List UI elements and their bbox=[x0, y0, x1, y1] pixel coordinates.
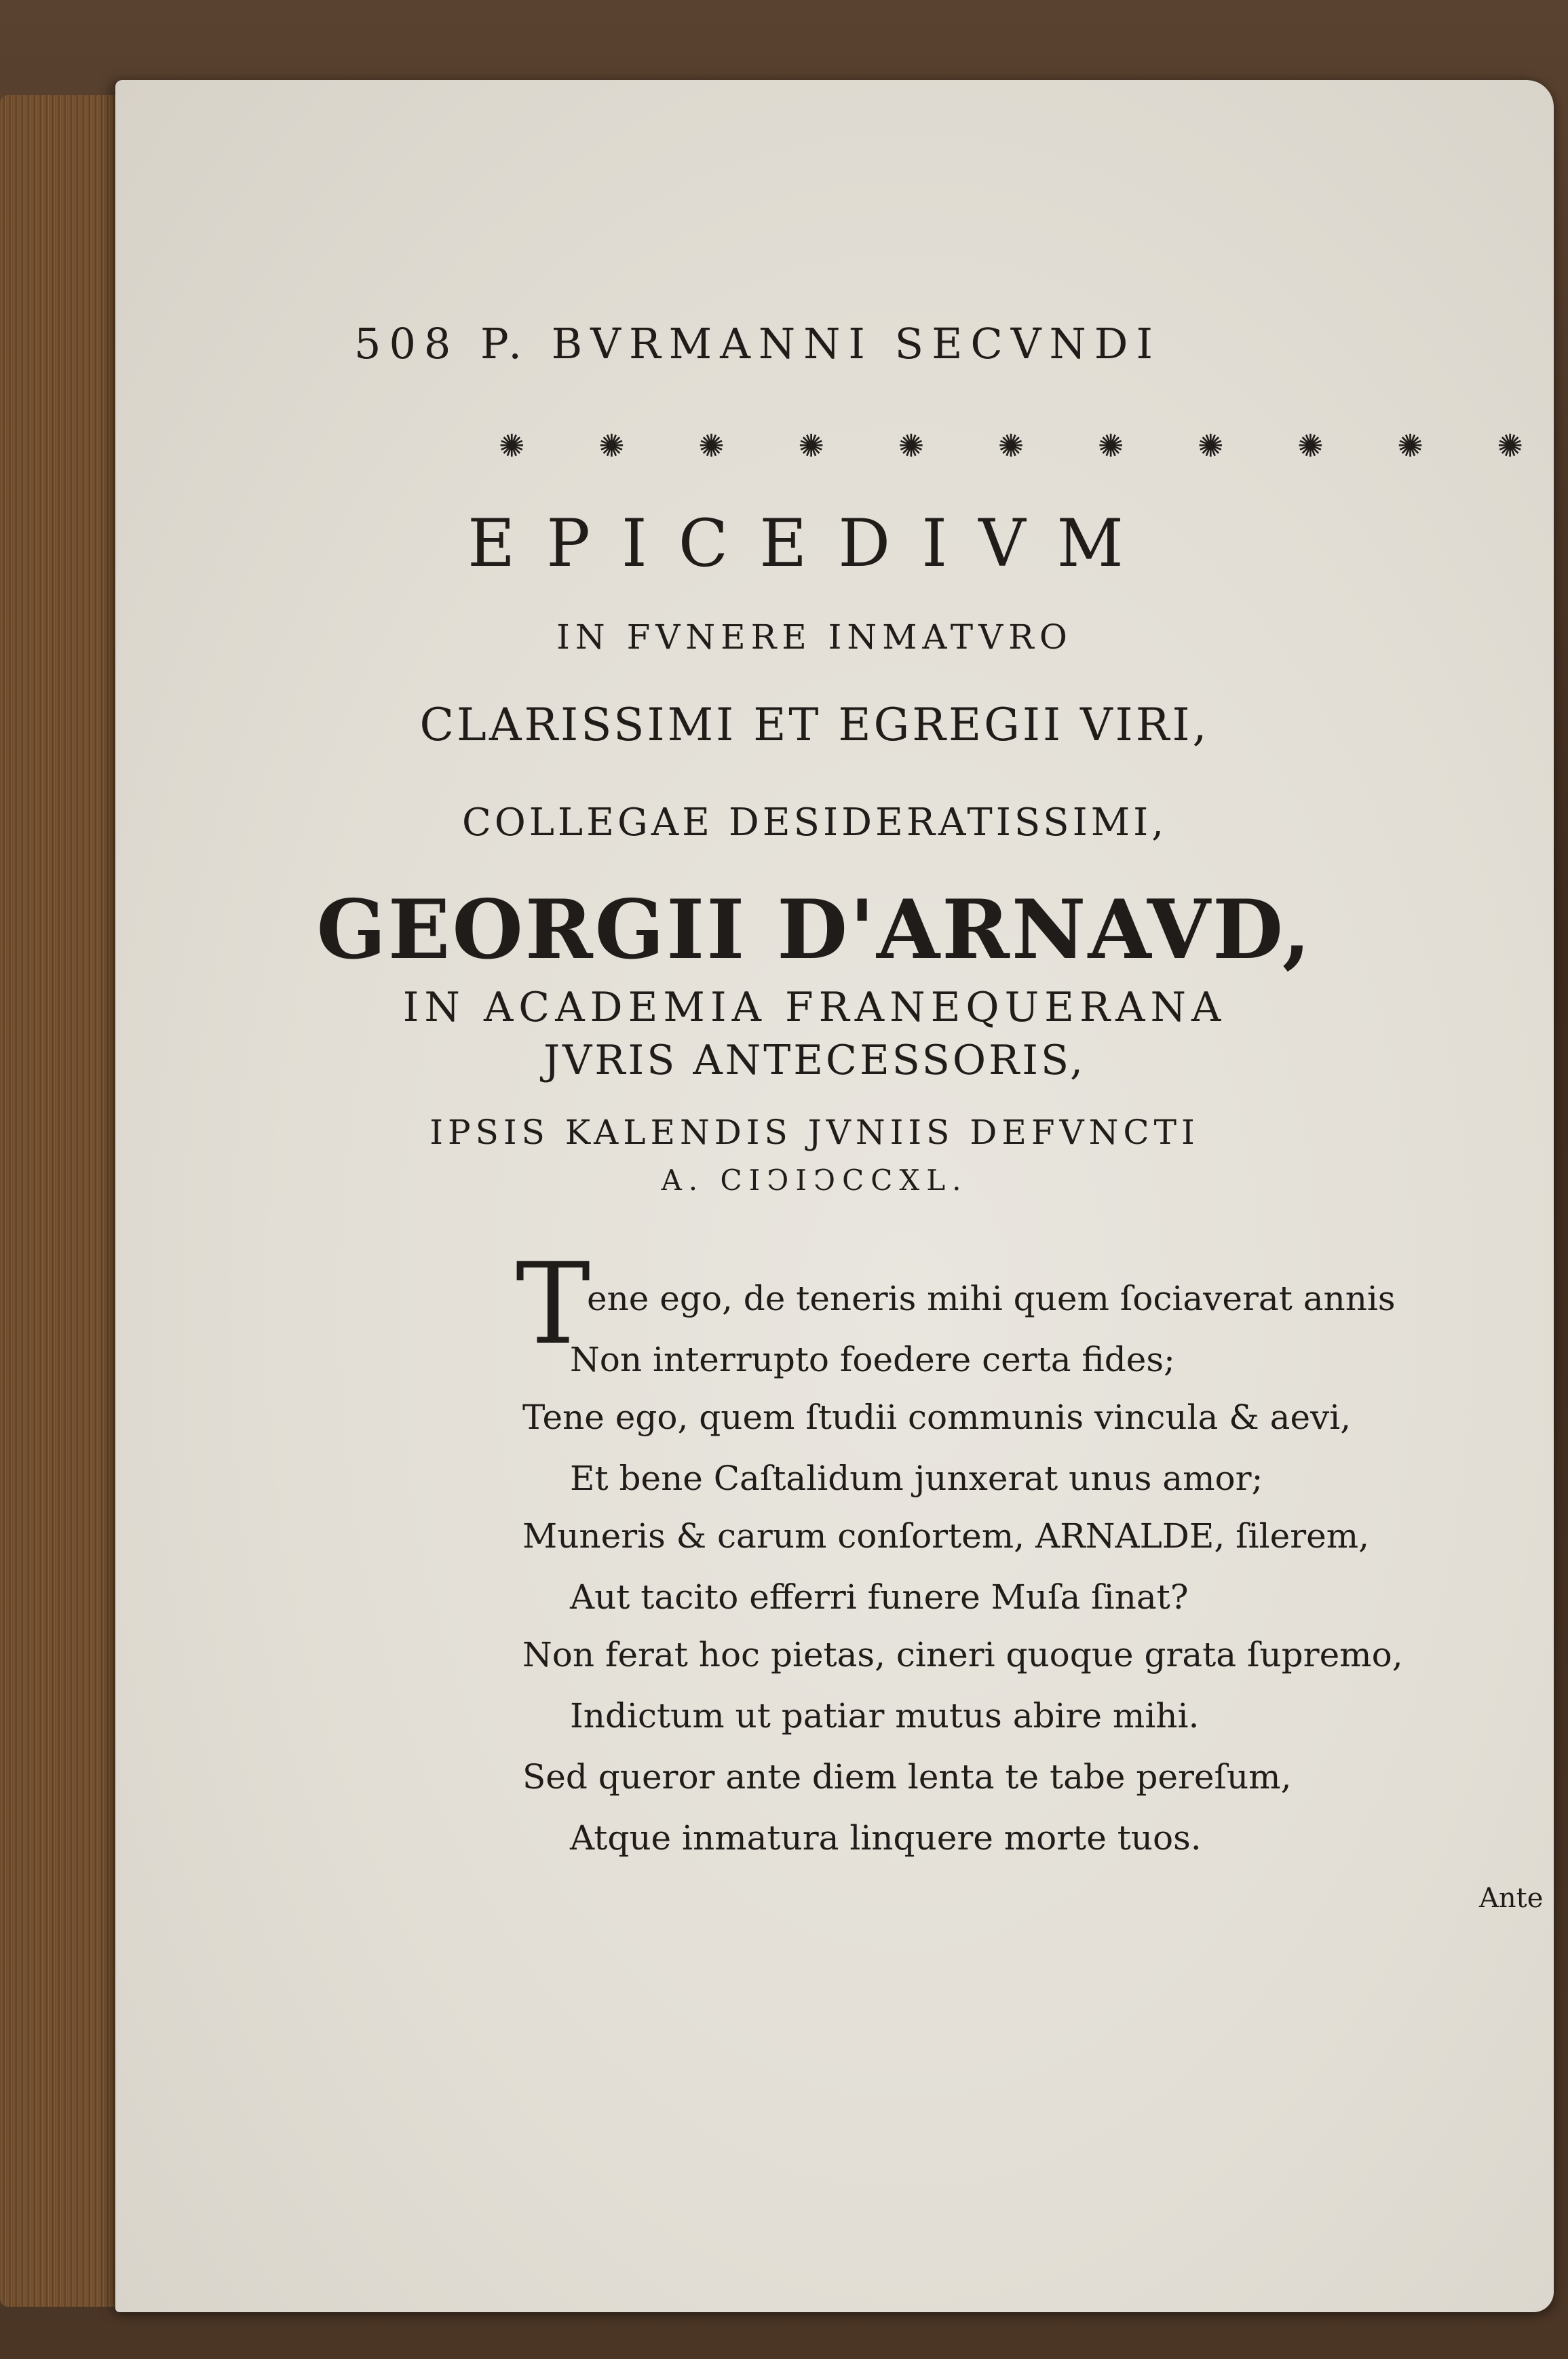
verse-line: Non ferat hoc pietas, cineri quoque grata ſupremo, bbox=[522, 1635, 1403, 1674]
subtitle-colleague: COLLEGAE DESIDERATISSIMI, bbox=[461, 801, 1168, 845]
subtitle-year: A. CIↃIↃCCXL. bbox=[661, 1164, 968, 1197]
subtitle-academy: IN ACADEMIA FRANEQUERANA bbox=[402, 984, 1227, 1031]
verse-line: Indictum ut patiar mutus abire mihi. bbox=[570, 1696, 1200, 1735]
verse-line: ene ego, de teneris mihi quem ſociaverat annis bbox=[587, 1279, 1396, 1318]
rosette-ornament-icon: ✺ bbox=[499, 427, 525, 464]
book-fore-edge bbox=[0, 95, 122, 2307]
page-title: EPICEDIVM bbox=[467, 505, 1155, 581]
verse-line: Et bene Caſtalidum junxerat unus amor; bbox=[570, 1459, 1263, 1498]
subtitle-date: IPSIS KALENDIS JVNIIS DEFVNCTI bbox=[429, 1113, 1200, 1152]
ornament-band bbox=[499, 422, 1523, 469]
verse-line: Non interrupto foedere certa fides; bbox=[570, 1340, 1175, 1379]
catchword: Ante bbox=[1479, 1883, 1544, 1914]
rosette-ornament-icon: ✺ bbox=[798, 427, 824, 464]
verse-line: Aut tacito efferri funere Muſa ſinat? bbox=[570, 1577, 1189, 1617]
rosette-ornament-icon: ✺ bbox=[698, 427, 725, 464]
running-head: 508 P. BVRMANNI SECVNDI bbox=[354, 319, 1161, 368]
subtitle-honor: CLARISSIMI ET EGREGII VIRI, bbox=[419, 699, 1210, 751]
subtitle-occasion: IN FVNERE INMATVRO bbox=[556, 617, 1073, 657]
rosette-ornament-icon: ✺ bbox=[1297, 427, 1324, 464]
drop-cap: T bbox=[516, 1239, 591, 1369]
rosette-ornament-icon: ✺ bbox=[1397, 427, 1423, 464]
rosette-ornament-icon: ✺ bbox=[1197, 427, 1224, 464]
subtitle-law: JVRIS ANTECESSORIS, bbox=[543, 1037, 1086, 1084]
rosette-ornament-icon: ✺ bbox=[1497, 427, 1523, 464]
rosette-ornament-icon: ✺ bbox=[898, 427, 925, 464]
rosette-ornament-icon: ✺ bbox=[997, 427, 1025, 464]
verse-line: Sed queror ante diem lenta te tabe pereſum, bbox=[522, 1757, 1292, 1797]
rosette-ornament-icon: ✺ bbox=[1097, 427, 1124, 464]
subject-name: GEORGII D'ARNAVD, bbox=[316, 882, 1313, 978]
verse-line: Tene ego, quem ſtudii communis vincula & aevi, bbox=[522, 1398, 1352, 1437]
verse-line: Muneris & carum conſortem, ARNALDE, ſilerem, bbox=[522, 1516, 1370, 1556]
verse-line: Atque inmatura linquere morte tuos. bbox=[570, 1818, 1202, 1858]
rosette-ornament-icon: ✺ bbox=[598, 427, 625, 464]
